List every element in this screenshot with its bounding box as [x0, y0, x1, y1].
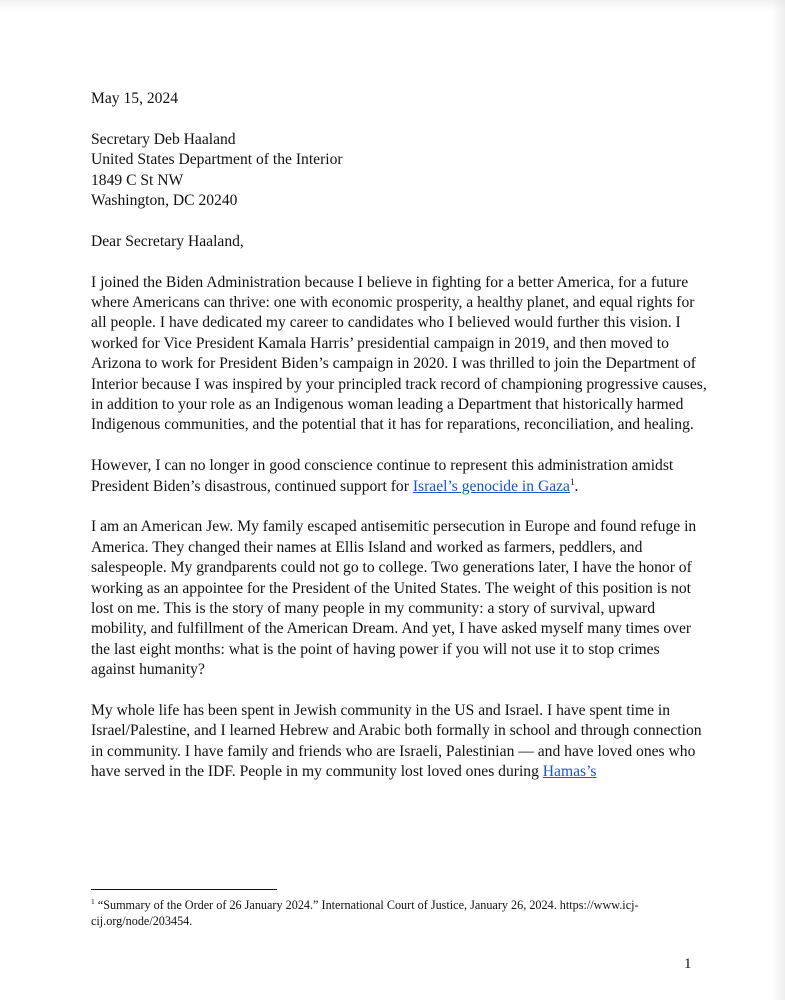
paragraph-4-text: My whole life has been spent in Jewish community in the US and Israel. I have spent time in Israel/Palestine, and I learned Hebrew and Arabic both formally in school and through connection in community. I have family and friends who are Israeli, Palestinian — and have loved ones who have served in the IDF. People in my community lost loved ones during: [91, 702, 702, 781]
footnote-divider: [91, 889, 277, 890]
salutation: Dear Secretary Haaland,: [91, 232, 244, 250]
footnote: [91, 897, 711, 930]
footnote-number: 1: [91, 896, 95, 906]
letter-date: May 15, 2024: [91, 90, 179, 107]
genocide-link[interactable]: Israel’s genocide in Gaza: [412, 477, 570, 495]
recipient-street: 1849 C St NW: [91, 171, 184, 189]
page-number: 1: [684, 956, 692, 972]
footnote-ref[interactable]: 1: [569, 476, 575, 487]
hamas-link[interactable]: Hamas’s: [542, 763, 597, 781]
footnote-text: “Summary of the Order of 26 January 2024.” International Court of Justice, January 26, 2024. https://www.icj-cij.org/node/203454.: [91, 898, 639, 929]
letter-body: [91, 89, 707, 803]
paragraph-3: I am an American Jew. My family escaped antisemitic persecution in Europe and found refuge in America. They changed their names at Ellis Island and worked as farmers, peddlers, and salespeople. My grandparents could not go to college. Two generations later, I have the honor of working as an appointee for the President of the United States. The weight of this position is not lost on me. This is the story of many people in my community: a story of survival, upward mobility, and fulfillment of the American Dream. And yet, I have asked myself many times over the last eight months: what is the point of having power if you will not use it to stop crimes against humanity?: [91, 518, 697, 679]
paragraph-2: [91, 456, 707, 497]
page-right-shadow: [771, 0, 785, 1000]
page-top-shadow: [0, 0, 785, 10]
paragraph-4: [91, 701, 707, 783]
paragraph-2-text: However, I can no longer in good conscience continue to represent this administration amidst President Biden’s disastrous, continued support for: [91, 457, 674, 495]
recipient-name: Secretary Deb Haaland: [91, 130, 236, 148]
paragraph-2-end: .: [574, 477, 579, 495]
recipient-city: Washington, DC 20240: [91, 191, 238, 209]
recipient-org: United States Department of the Interior: [91, 151, 343, 169]
paragraph-1: I joined the Biden Administration because I believe in fighting for a better America, for a future where Americans can thrive: one with economic prosperity, a healthy planet, and equal rights for all people. I have dedicated my career to candidates who I believed would further this vision. I worked for Vice President Kamala Harris’ presidential campaign in 2019, and then moved to Arizona to work for President Biden’s campaign in 2020. I was thrilled to join the Department of Interior because I was inspired by your principled track record of championing progressive causes, in addition to your role as an Indigenous woman leading a Department that historically harmed Indigenous communities, and the potential that it has for reparations, reconciliation, and healing.: [91, 273, 707, 434]
recipient-address: [91, 130, 707, 212]
